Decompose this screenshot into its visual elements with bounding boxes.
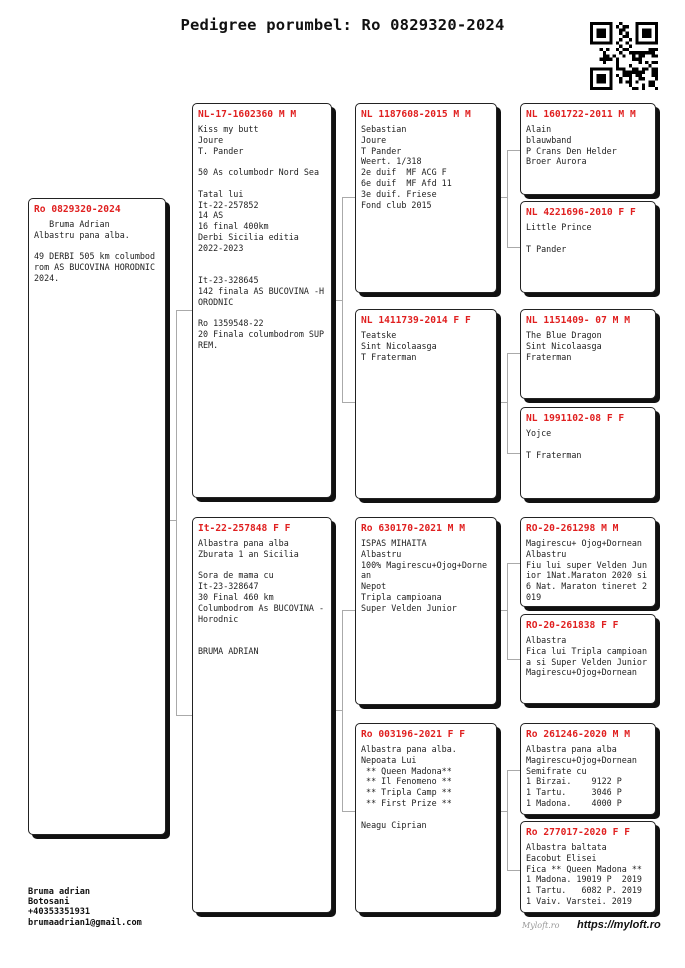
card-details: Albastra pana alba Zburata 1 an Sicilia Sora de mama cu It-23-328647 30 Final 460 km Columbodrom As BUCOVINA -Horodnic BRUMA ADRIAN [198, 538, 325, 656]
connector-line [507, 659, 520, 660]
card-details: Bruma Adrian Albastru pana alba. 49 DERBI 505 km columbod rom AS BUCOVINA HORODNIC 2024. [34, 219, 156, 283]
connector-line [342, 197, 355, 198]
connector-line [342, 197, 343, 402]
card-details: The Blue Dragon Sint Nicolaasga Fraterman [526, 330, 602, 362]
pedigree-card-sds [520, 309, 656, 399]
pedigree-card-dam-dam [355, 723, 497, 913]
pedigree-card-dss [520, 517, 656, 607]
card-details: Little Prince T Pander [526, 222, 592, 254]
pedigree-card-dsd [520, 614, 656, 704]
connector-line [176, 310, 192, 311]
connector-line [342, 402, 355, 403]
connector-line [507, 453, 520, 454]
ring-number: NL 1601722-2011 M M [526, 109, 636, 120]
card-details: Yojce T Fraterman [526, 428, 582, 460]
ring-number: Ro 277017-2020 F F [526, 827, 630, 838]
pedigree-card-dds [520, 723, 656, 815]
page-title: Pedigree porumbel: Ro 0829320-2024 [180, 16, 505, 34]
connector-line [507, 353, 520, 354]
connector-line [507, 247, 520, 248]
connector-line [176, 715, 192, 716]
pedigree-card-sire-sire [355, 103, 497, 293]
ring-number: Ro 261246-2020 M M [526, 729, 630, 740]
pedigree-card-dam [192, 517, 332, 913]
ring-number: Ro 003196-2021 F F [361, 729, 465, 740]
ring-number: NL 1151409- 07 M M [526, 315, 630, 326]
connector-line [507, 770, 508, 870]
ring-number: NL 1411739-2014 F F [361, 315, 471, 326]
card-details: Sebastian Joure T Pander Weert. 1/318 2e duif MF ACG F 6e duif MF Afd 11 3e duif. Friese Fond club 2015 [361, 124, 452, 210]
card-details: ISPAS MIHAITA Albastru 100% Magirescu+Ojog+Dornean Nepot Tripla campioana Super Velden Junior [361, 538, 488, 613]
connector-line [507, 150, 520, 151]
connector-line [507, 563, 520, 564]
connector-line [176, 310, 177, 715]
card-details: Magirescu+ Ojog+Dornean Albastru Fiu lui super Velden Junior 1Nat.Maraton 2020 si 6 Nat. Maraton tineret 2 019 [526, 538, 648, 602]
pedigree-card-dam-sire [355, 517, 497, 705]
pedigree-card-sss [520, 103, 656, 195]
pedigree-card-sdd [520, 407, 656, 499]
pedigree-card-sire [192, 103, 332, 498]
ring-number: It-22-257848 F F [198, 523, 291, 534]
pedigree-card-sire-dam [355, 309, 497, 499]
card-details: Kiss my butt Joure T. Pander 50 As columbodr Nord Sea Tatal lui It-22-257852 14 AS 16 final 400km Derbi Sicilia editia 2022-2023 It-23-328645 142 finala AS BUCOVINA -HORODNIC Ro 1359548-22 20 Finala columbodrom SUPREM. [198, 124, 325, 350]
ring-number: NL 1991102-08 F F [526, 413, 625, 424]
card-details: Albastra baltata Eacobut Elisei Fica ** Queen Madona ** 1 Madona. 19019 P 2019 1 Tartu. 6082 P. 2019 1 Vaiv. Varstei. 2019 [526, 842, 642, 906]
pedigree-card-subject [28, 198, 166, 835]
qr-code-icon [590, 22, 658, 90]
connector-line [507, 563, 508, 659]
pedigree-card-ssd [520, 201, 656, 293]
card-details: Albastra pana alba Magirescu+Ojog+Dornean Semifrate cu 1 Birzai. 9122 P 1 Tartu. 3046 P 1 Madona. 4000 P [526, 744, 637, 808]
connector-line [342, 610, 355, 611]
card-details: Teatske Sint Nicolaasga T Fraterman [361, 330, 437, 362]
signature-mark: Myloft.ro [522, 921, 560, 930]
connector-line [497, 402, 507, 403]
ring-number: NL 4221696-2010 F F [526, 207, 636, 218]
connector-line [332, 300, 342, 301]
ring-number: NL 1187608-2015 M M [361, 109, 471, 120]
connector-line [507, 353, 508, 453]
connector-line [166, 520, 176, 521]
ring-number: RO-20-261838 F F [526, 620, 619, 631]
connector-line [507, 150, 508, 247]
card-details: Albastra Fica lui Tripla campioana si Super Velden Junior Magirescu+Ojog+Dornean [526, 635, 648, 678]
pedigree-card-ddd [520, 821, 656, 913]
website-link[interactable]: https://myloft.ro [577, 919, 661, 931]
ring-number: NL-17-1602360 M M [198, 109, 297, 120]
connector-line [497, 197, 507, 198]
connector-line [332, 710, 342, 711]
connector-line [507, 770, 520, 771]
connector-line [497, 610, 507, 611]
card-details: Albastra pana alba. Nepoata Lui ** Queen Madona** ** Il Fenomeno ** ** Tripla Camp ** ** First Prize ** Neagu Ciprian [361, 744, 457, 830]
breeder-contact: Bruma adrian Botosani +40353351931 brumaadrian1@gmail.com [28, 887, 142, 928]
connector-line [342, 811, 355, 812]
connector-line [342, 610, 343, 811]
ring-number: RO-20-261298 M M [526, 523, 619, 534]
ring-number: Ro 630170-2021 M M [361, 523, 465, 534]
ring-number: Ro 0829320-2024 [34, 204, 121, 215]
connector-line [507, 870, 520, 871]
connector-line [497, 811, 507, 812]
card-details: Alain blauwband P Crans Den Helder Broer Aurora [526, 124, 617, 167]
